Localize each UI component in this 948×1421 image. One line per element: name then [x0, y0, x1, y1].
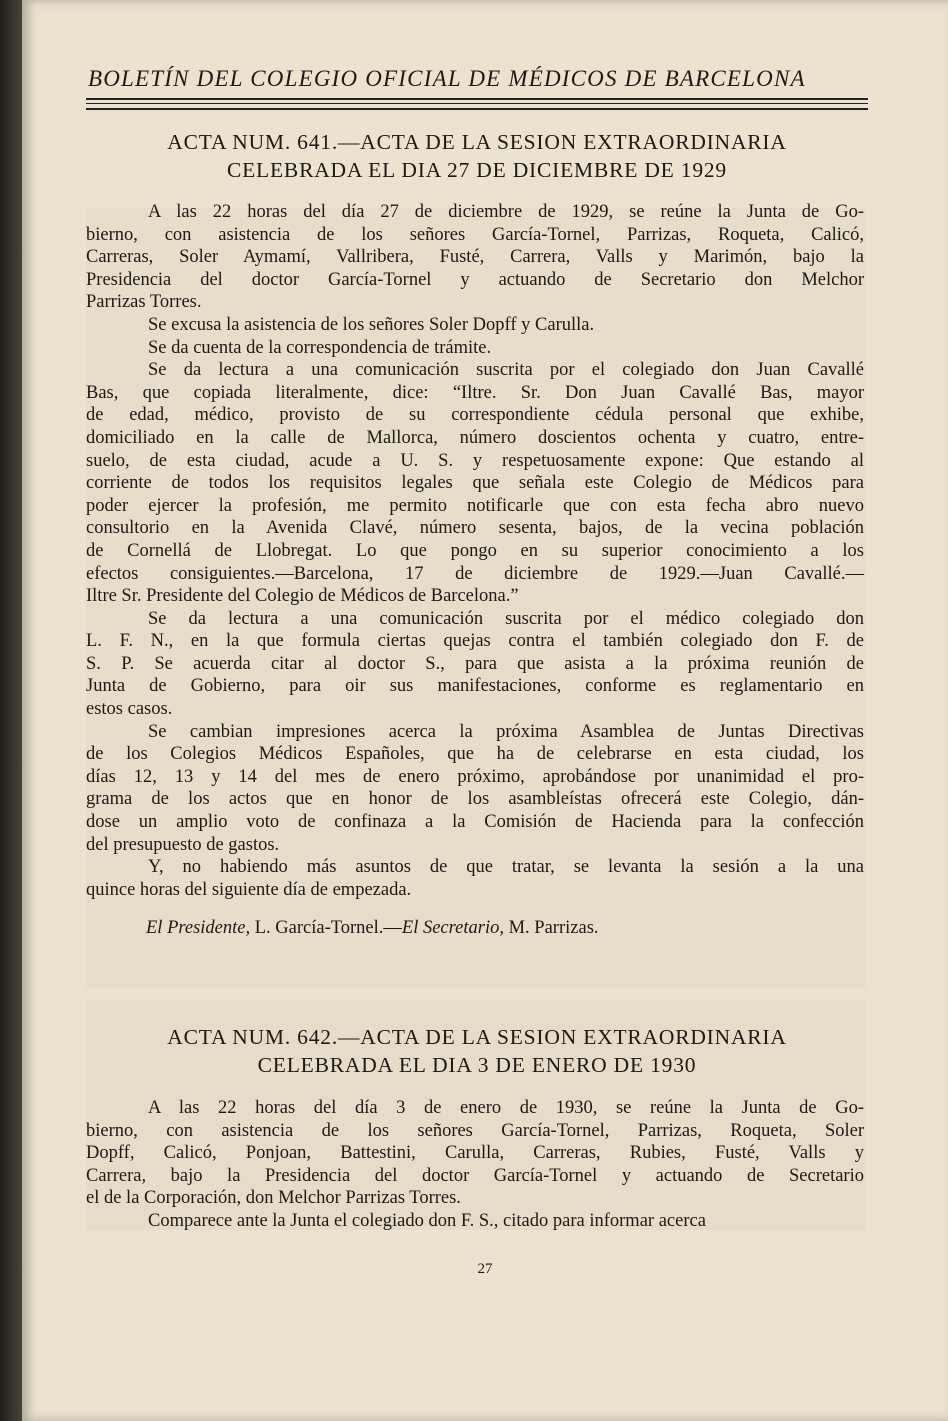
secretary-name: M. Parrizas.	[508, 918, 599, 938]
header-rule	[86, 103, 868, 104]
text-line: grama de los actos que en honor de los asambleístas ofrecerá este Colegio, dán-	[86, 789, 864, 810]
acta-641-title-line2: CELEBRADA EL DIA 27 DE DICIEMBRE DE 1929	[226, 158, 727, 182]
text-line: Se excusa la asistencia de los señores Soler Dopff y Carulla.	[148, 314, 595, 335]
text-line: suelo, de esta ciudad, acude a U. S. y respetuosamente expone: Que estando al	[86, 450, 864, 471]
text-line: Comparece ante la Junta el colegiado don F. S., citado para informar acerca	[148, 1210, 706, 1231]
text-line: Carrera, bajo la Presidencia del doctor García-Tornel y actuando de Secretario	[86, 1165, 864, 1186]
text-line: de edad, médico, provisto de su correspondiente cédula personal que exhibe,	[86, 405, 864, 426]
acta-642-title-line2: CELEBRADA EL DIA 3 DE ENERO DE 1930	[257, 1053, 697, 1077]
text-line: Se cambian impresiones acerca la próxima Asamblea de Juntas Directivas	[148, 721, 864, 742]
acta-642-title	[86, 1023, 868, 1079]
text-line: quince horas del siguiente día de empezada.	[86, 879, 412, 900]
text-line: corriente de todos los requisitos legales que señala este Colegio de Médicos para	[86, 473, 864, 494]
text-line: de Cornellá de Llobregat. Lo que pongo en su superior conocimiento a los	[86, 540, 864, 561]
president-name: L. García-Tornel.—	[254, 918, 402, 938]
text-line: estos casos.	[86, 699, 173, 720]
text-line: Se da lectura a una comunicación suscrita por el colegiado don Juan Cavallé	[148, 360, 864, 381]
text-line: de los Colegios Médicos Españoles, que ha de celebrarse en esta ciudad, los	[86, 744, 864, 765]
header-rule	[86, 108, 868, 110]
text-line: Bas, que copiada literalmente, dice: “Iltre. Sr. Don Juan Cavallé Bas, mayor	[86, 382, 864, 403]
text-line: Se da lectura a una comunicación suscrita por el médico colegiado don	[148, 608, 864, 629]
secretary-label: El Secretario,	[401, 918, 504, 938]
text-line: domiciliado en la calle de Mallorca, número doscientos ochenta y cuatro, entre-	[86, 427, 864, 448]
text-line: poder ejercer la profesión, me permito notificarle que con esta fecha abro nuevo	[86, 495, 864, 516]
acta-642-body	[86, 1097, 864, 1233]
text-line: el de la Corporación, don Melchor Parrizas Torres.	[86, 1188, 461, 1209]
text-line: Junta de Gobierno, para oir sus manifestaciones, conforme es reglamentario en	[86, 676, 864, 697]
header-rule	[86, 98, 868, 100]
text-line: Presidencia del doctor García-Tornel y actuando de Secretario don Melchor	[86, 269, 864, 290]
document-page	[22, 0, 948, 1421]
acta-641-title	[86, 128, 868, 184]
text-line: A las 22 horas del día 27 de diciembre de 1929, se reúne la Junta de Go-	[148, 202, 864, 222]
text-line: A las 22 horas del día 3 de enero de 1930, se reúne la Junta de Go-	[148, 1098, 864, 1118]
text-line: bierno, con asistencia de los señores García-Tornel, Parrizas, Roqueta, Soler	[86, 1120, 864, 1141]
text-line: efectos consiguientes.—Barcelona, 17 de diciembre de 1929.—Juan Cavallé.—	[86, 563, 864, 584]
text-line: Dopff, Calicó, Ponjoan, Battestini, Carulla, Carreras, Rubies, Fusté, Valls y	[86, 1143, 864, 1164]
text-line: Y, no habiendo más asuntos de que tratar, se levanta la sesión a la una	[148, 857, 864, 878]
running-head: BOLETÍN DEL COLEGIO OFICIAL DE MÉDICOS DE BARCELONA	[88, 66, 806, 91]
text-line: Iltre Sr. Presidente del Colegio de Médicos de Barcelona.”	[86, 586, 519, 607]
page-number: 27	[477, 1261, 493, 1277]
text-line: S. P. Se acuerda citar al doctor S., para que asista a la próxima reunión de	[86, 653, 864, 674]
text-line: Carreras, Soler Aymamí, Vallribera, Fusté, Carrera, Valls y Marimón, bajo la	[86, 247, 864, 268]
text-line: Se da cuenta de la correspondencia de trámite.	[148, 337, 492, 358]
acta-641-signature	[146, 918, 846, 939]
text-line: días 12, 13 y 14 del mes de enero próximo, aprobándose por unanimidad el pro-	[86, 766, 864, 787]
acta-641-body	[86, 201, 864, 901]
text-line: bierno, con asistencia de los señores García-Tornel, Parrizas, Roqueta, Calicó,	[86, 224, 864, 245]
text-line: L. F. N., en la que formula ciertas quejas contra el también colegiado don F. de	[86, 631, 864, 652]
text-line: dose un amplio voto de confinaza a la Comisión de Hacienda para la confección	[86, 812, 864, 833]
text-line: del presupuesto de gastos.	[86, 834, 280, 855]
text-line: Parrizas Torres.	[86, 292, 202, 313]
book-spine	[0, 0, 22, 1421]
text-line: consultorio en la Avenida Clavé, número sesenta, bajos, de la vecina población	[86, 518, 864, 539]
acta-641-title-line1: ACTA NUM. 641.—ACTA DE LA SESION EXTRAORDINARIA	[167, 130, 787, 154]
president-label: El Presidente,	[146, 918, 251, 938]
acta-642-title-line1: ACTA NUM. 642.—ACTA DE LA SESION EXTRAORDINARIA	[167, 1025, 787, 1049]
